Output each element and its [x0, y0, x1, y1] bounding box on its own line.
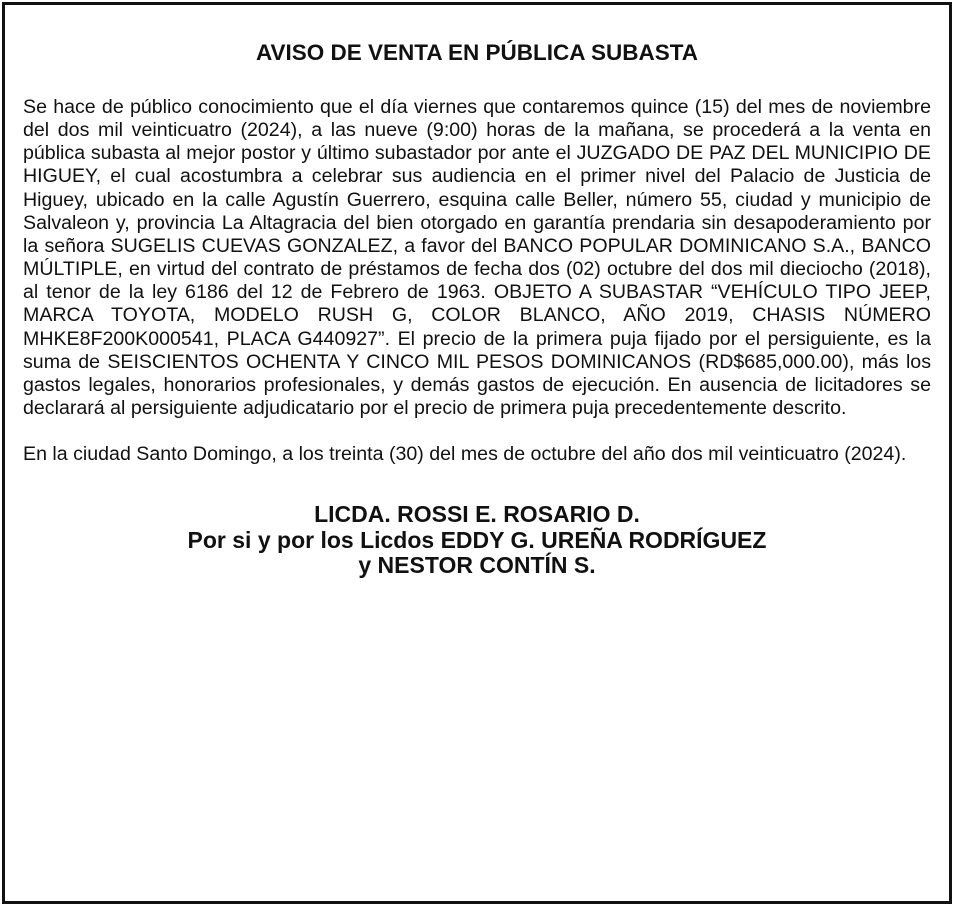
notice-closing-paragraph: En la ciudad Santo Domingo, a los treinta (30) del mes de octubre del año dos mil veinticuatro (2024). — [23, 443, 907, 466]
notice-content — [23, 5, 931, 579]
signature-line-3: y NESTOR CONTÍN S. — [358, 552, 596, 579]
notice-body-paragraph: Se hace de público conocimiento que el día viernes que contaremos quince (15) del mes de noviembre del dos mil veinticuatro (2024), a las nueve (9:00) horas de la mañana, se procederá a la venta en pública subasta al mejor postor y último subastador por ante el JUZGADO DE PAZ DEL MUNICIPIO DE HIGUEY, el cual acostumbra a celebrar sus audiencia en el primer nivel del Palacio de Justicia de Higuey, ubicado en la calle Agustín Guerrero, esquina calle Beller, número 55, ciudad y municipio de Salvaleon y, provincia La Altagracia del bien otorgado en garantía prendaria sin desapoderamiento por la señora SUGELIS CUEVAS GONZALEZ, a favor del BANCO POPULAR DOMINICANO S.A., BANCO MÚLTIPLE, en virtud del contrato de préstamos de fecha dos (02) octubre del dos mil dieciocho (2018), al tenor de la ley 6186 del 12 de Febrero de 1963. OBJETO A SUBASTAR “VEHÍCULO TIPO JEEP, MARCA TOYOTA, MODELO RUSH G, COLOR BLANCO, AÑO 2019, CHASIS NÚMERO MHKE8F200K000541, PLACA G440927”. El precio de la primera puja fijado por el persiguiente, es la suma de SEISCIENTOS OCHENTA Y CINCO MIL PESOS DOMINICANOS (RD$685,000.00), más los gastos legales, honorarios profesionales, y demás gastos de ejecución. En ausencia de licitadores se declarará al persiguiente adjudicatario por el precio de primera puja precedentemente descrito. — [23, 96, 931, 420]
signature-line-1: LICDA. ROSSI E. ROSARIO D. — [314, 501, 640, 528]
signature-line-2: Por si y por los Licdos EDDY G. UREÑA RODRÍGUEZ — [187, 526, 767, 553]
notice-title: AVISO DE VENTA EN PÚBLICA SUBASTA — [255, 40, 699, 65]
notice-frame — [2, 2, 952, 904]
signature-block — [23, 502, 931, 579]
